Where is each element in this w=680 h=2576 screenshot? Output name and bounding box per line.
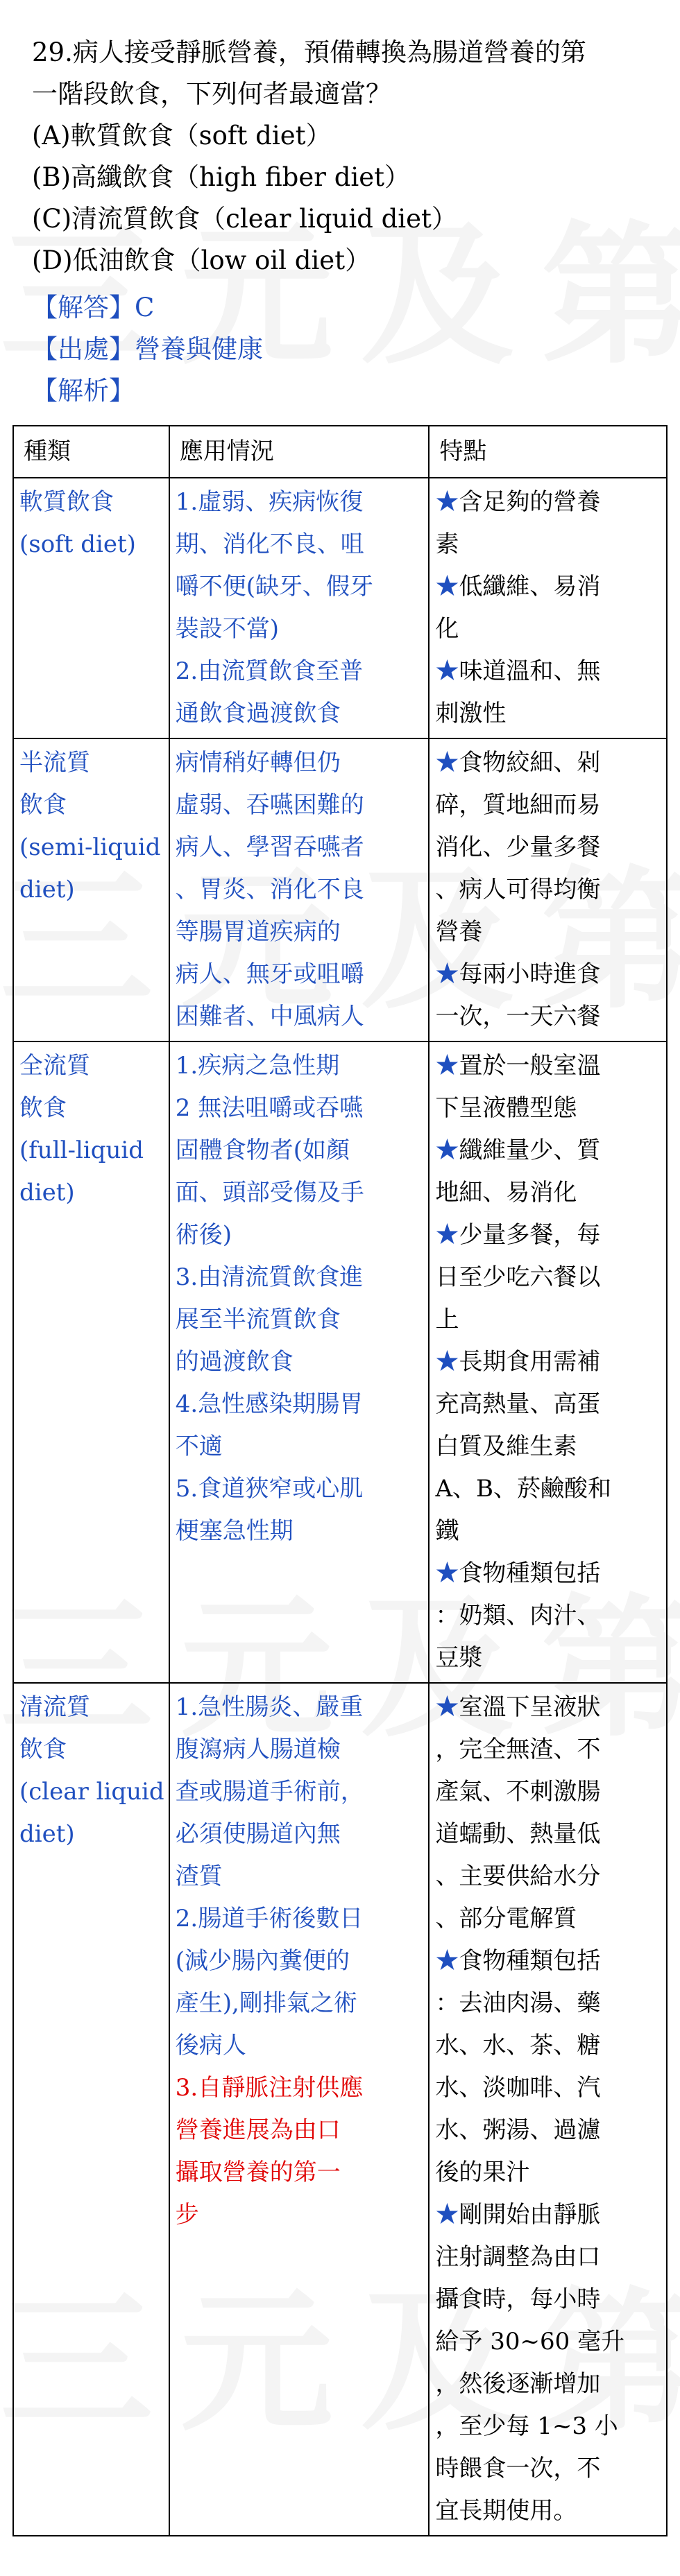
usage-line: 2.腸道手術後數日 [175,1905,364,1933]
usage-line: 固體食物者(如顏 [175,1136,350,1164]
feature-line: ★味道溫和、無 [435,657,601,685]
type-line: diet) [19,876,75,904]
star-icon: ★ [435,1136,459,1164]
usage-line-highlight: 3.自靜脈注射供應 [175,2074,364,2102]
feature-line: ，完全無渣、不 [435,1736,601,1763]
usage-line: 渣質 [175,1862,223,1890]
question-block [32,32,656,282]
usage-line: 必須使腸道內無 [175,1820,341,1848]
type-line: (semi-liquid [19,833,161,861]
usage-line: 1.急性腸炎、嚴重 [175,1693,364,1721]
feature-line: 給予 30~60 毫升 [435,2328,625,2355]
usage-line: 困難者、中風病人 [175,1003,364,1030]
usage-line: 病人、無牙或咀嚼 [175,960,364,988]
feature-line: 刺激性 [435,700,507,727]
type-line: 飲食 [19,791,67,819]
star-icon: ★ [435,1693,459,1721]
answer-label: 【解答】 [32,293,135,322]
features-cell [429,738,667,1041]
feature-line: 產氣、不刺激腸 [435,1778,601,1806]
star-icon: ★ [435,1221,459,1249]
answer-meta [32,287,263,412]
usage-line: 的過渡飲食 [175,1348,294,1376]
usage-line: 產生),剛排氣之術 [175,1989,357,2017]
feature-line: 後的果汁 [435,2159,530,2186]
star-icon: ★ [435,1947,459,1975]
star-icon: ★ [435,2201,459,2229]
question-line-1: 29.病人接受靜脈營養，預備轉換為腸道營養的第 [32,37,586,67]
table-row-soft-diet [13,478,667,738]
feature-line: 地細、易消化 [435,1179,577,1207]
feature-line: ★置於一般室溫 [435,1052,601,1080]
star-icon: ★ [435,573,459,600]
analysis-row [32,370,263,412]
type-cell [13,738,169,1041]
usage-cell [169,478,430,738]
feature-line: 上 [435,1306,459,1333]
feature-line: 宜長期使用。 [435,2497,577,2525]
analysis-label: 【解析】 [32,376,135,406]
features-cell [429,1041,667,1683]
feature-line: 一次，一天六餐 [435,1003,601,1030]
feature-line: 白質及維生素 [435,1433,577,1460]
type-cell [13,1041,169,1683]
option-a: (A)軟質飲食（soft diet） [32,121,332,150]
features-cell [429,478,667,738]
feature-line: ★少量多餐，每 [435,1221,601,1249]
usage-cell [169,1041,430,1683]
feature-line: 道蠕動、熱量低 [435,1820,601,1848]
usage-line: 裝設不當) [175,615,280,643]
feature-line: 鐵 [435,1517,459,1545]
feature-line: A、B、菸鹼酸和 [435,1475,611,1503]
star-icon: ★ [435,657,459,685]
option-b: (B)高纖飲食（high fiber diet） [32,162,410,192]
usage-line: 術後) [175,1221,232,1249]
table-row-full-liquid-diet [13,1041,667,1683]
usage-line: (減少腸內糞便的 [175,1947,350,1975]
feature-line: 消化、少量多餐 [435,833,601,861]
answer-row [32,287,263,329]
table-row-clear-liquid-diet [13,1683,667,2536]
feature-line: ，至少每 1~3 小 [435,2412,618,2440]
feature-line: ★食物種類包括 [435,1559,601,1587]
usage-line: 通飲食過渡飲食 [175,700,341,727]
usage-line: 病人、學習吞嚥者 [175,833,364,861]
feature-line: ★含足夠的營養 [435,488,601,516]
header-usage: 應用情況 [169,426,430,478]
feature-line: 下呈液體型態 [435,1094,577,1122]
diet-table [12,425,668,2536]
type-line: 全流質 [19,1052,90,1080]
feature-line: 日至少吃六餐以 [435,1263,601,1291]
header-type: 種類 [13,426,169,478]
star-icon: ★ [435,488,459,516]
feature-line: 水、水、茶、糖 [435,2032,601,2059]
source-row [32,329,263,370]
feature-line: ★長期食用需補 [435,1348,601,1376]
usage-line: 1.疾病之急性期 [175,1052,340,1080]
type-line: (soft diet) [19,530,136,558]
type-line: 清流質 [19,1693,90,1721]
feature-line: 充高熱量、高蛋 [435,1390,601,1418]
usage-line: 病情稍好轉但仍 [175,749,341,777]
usage-line: 腹瀉病人腸道檢 [175,1736,341,1763]
usage-line: 不適 [175,1433,223,1460]
question-line-2: 一階段飲食，下列何者最適當？ [32,79,391,109]
usage-line: 展至半流質飲食 [175,1306,341,1333]
type-line: 飲食 [19,1736,67,1763]
type-line: (full-liquid [19,1136,144,1164]
option-d: (D)低油飲食（low oil diet） [32,245,371,275]
feature-line: ，然後逐漸增加 [435,2370,601,2398]
type-line: (clear liquid [19,1778,164,1806]
usage-line-highlight: 攝取營養的第一 [175,2159,341,2186]
usage-line: 2.由流質飲食至普 [175,657,364,685]
feature-line: 化 [435,615,459,643]
feature-line: ★低纖維、易消 [435,573,601,600]
usage-line: 嚼不便(缺牙、假牙 [175,573,374,600]
type-cell [13,478,169,738]
feature-line: 碎，質地細而易 [435,791,601,819]
feature-line: 豆漿 [435,1644,483,1672]
header-features: 特點 [429,426,667,478]
table-header-row [13,426,667,478]
features-cell [429,1683,667,2536]
type-cell [13,1683,169,2536]
source-value: 營養與健康 [135,334,263,364]
feature-line: 時餵食一次，不 [435,2455,601,2482]
star-icon: ★ [435,1559,459,1587]
usage-cell [169,1683,430,2536]
usage-line: 4.急性感染期腸胃 [175,1390,364,1418]
feature-line: ★食物絞細、剁 [435,749,601,777]
feature-line: 素 [435,530,459,558]
feature-line: ：去油肉湯、藥 [435,1989,601,2017]
feature-line: 、病人可得均衡 [435,876,601,904]
feature-line: 、主要供給水分 [435,1862,601,1890]
table-row-semi-liquid-diet [13,738,667,1041]
usage-line: 後病人 [175,2032,246,2059]
feature-line: ★剛開始由靜脈 [435,2201,601,2229]
feature-line: 注射調整為由口 [435,2243,601,2271]
usage-cell [169,738,430,1041]
star-icon: ★ [435,1348,459,1376]
type-line: 半流質 [19,749,90,777]
type-line: diet) [19,1820,75,1848]
type-line: 軟質飲食 [19,488,114,516]
option-c: (C)清流質飲食（clear liquid diet） [32,204,457,234]
feature-line: 水、淡咖啡、汽 [435,2074,601,2102]
feature-line: 水、粥湯、過濾 [435,2116,601,2144]
usage-line: 查或腸道手術前， [175,1778,364,1806]
usage-line-highlight: 營養進展為由口 [175,2116,341,2144]
usage-line: 期、消化不良、咀 [175,530,364,558]
usage-line: 等腸胃道疾病的 [175,918,341,946]
feature-line: 攝食時，每小時 [435,2285,601,2313]
type-line: diet) [19,1179,75,1207]
answer-value: C [135,293,155,322]
feature-line: ★室溫下呈液狀 [435,1693,601,1721]
star-icon: ★ [435,1052,459,1080]
star-icon: ★ [435,960,459,988]
usage-line: 面、頭部受傷及手 [175,1179,364,1207]
source-label: 【出處】 [32,334,135,364]
usage-line: 1.虛弱、疾病恢復 [175,488,364,516]
feature-line: ★纖維量少、質 [435,1136,601,1164]
usage-line: 虛弱、吞嚥困難的 [175,791,364,819]
type-line: 飲食 [19,1094,67,1122]
usage-line: 、胃炎、消化不良 [175,876,364,904]
usage-line: 5.食道狹窄或心肌 [175,1475,364,1503]
feature-line: ：奶類、肉汁、 [435,1602,601,1630]
feature-line: ★食物種類包括 [435,1947,601,1975]
usage-line: 3.由清流質飲食進 [175,1263,364,1291]
usage-line: 梗塞急性期 [175,1517,294,1545]
feature-line: 、部分電解質 [435,1905,577,1933]
usage-line-highlight: 步 [175,2201,199,2229]
feature-line: ★每兩小時進食 [435,960,601,988]
star-icon: ★ [435,749,459,777]
usage-line: 2 無法咀嚼或吞嚥 [175,1094,364,1122]
feature-line: 營養 [435,918,483,946]
